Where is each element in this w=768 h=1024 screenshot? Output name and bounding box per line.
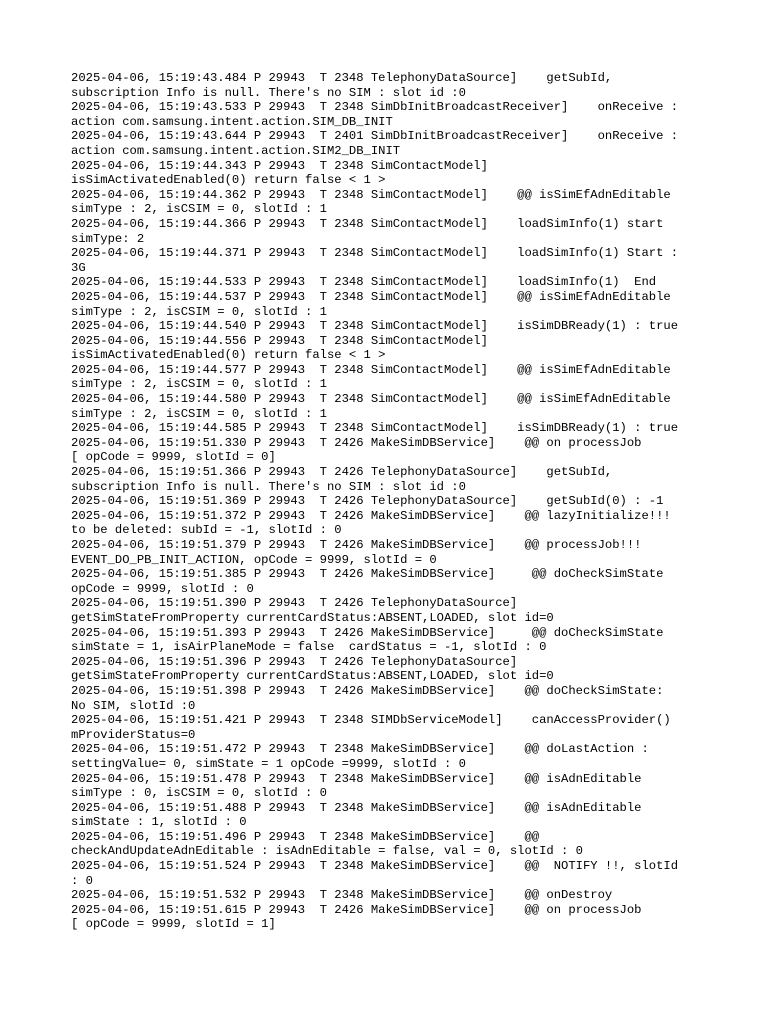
- log-line: simType : 2, isCSIM = 0, slotId : 1: [71, 377, 327, 392]
- log-line: simState : 1, slotId : 0: [71, 815, 247, 830]
- log-line: [ opCode = 9999, slotId = 0]: [71, 450, 276, 465]
- log-line: [ opCode = 9999, slotId = 1]: [71, 917, 276, 932]
- log-line: 2025-04-06, 15:19:51.393 P 29943 T 2426 MakeSimDBService] @@ doCheckSimState: [71, 625, 664, 640]
- log-line: action com.samsung.intent.action.SIM2_DB_INIT: [71, 143, 401, 158]
- log-line: simType: 2: [71, 231, 145, 246]
- log-line: 2025-04-06, 15:19:44.366 P 29943 T 2348 SimContactModel] loadSimInfo(1) start: [71, 216, 664, 231]
- log-line: 2025-04-06, 15:19:51.472 P 29943 T 2348 MakeSimDBService] @@ doLastAction :: [71, 742, 649, 757]
- log-line: simType : 0, isCSIM = 0, slotId : 0: [71, 786, 327, 801]
- log-line: 2025-04-06, 15:19:51.615 P 29943 T 2426 MakeSimDBService] @@ on processJob: [71, 902, 642, 917]
- log-line: 2025-04-06, 15:19:43.533 P 29943 T 2348 SimDbInitBroadcastReceiver] onReceive :: [71, 100, 679, 115]
- log-line: to be deleted: subId = -1, slotId : 0: [71, 523, 342, 538]
- log-line: 2025-04-06, 15:19:44.371 P 29943 T 2348 SimContactModel] loadSimInfo(1) Start :: [71, 246, 679, 261]
- log-line: 2025-04-06, 15:19:44.556 P 29943 T 2348 SimContactModel]: [71, 333, 488, 348]
- log-line: mProviderStatus=0: [71, 727, 196, 742]
- log-line: No SIM, slotId :0: [71, 698, 196, 713]
- log-line: 2025-04-06, 15:19:51.390 P 29943 T 2426 TelephonyDataSource]: [71, 596, 518, 611]
- log-line: 2025-04-06, 15:19:51.385 P 29943 T 2426 MakeSimDBService] @@ doCheckSimState: [71, 567, 664, 582]
- log-line: subscription Info is null. There's no SIM : slot id :0: [71, 479, 466, 494]
- log-line: simState = 1, isAirPlaneMode = false cardStatus = -1, slotId : 0: [71, 640, 547, 655]
- log-line: simType : 2, isCSIM = 0, slotId : 1: [71, 202, 327, 217]
- log-line: 2025-04-06, 15:19:51.524 P 29943 T 2348 MakeSimDBService] @@ NOTIFY !!, slotId: [71, 859, 679, 874]
- log-line: 2025-04-06, 15:19:51.496 P 29943 T 2348 MakeSimDBService] @@: [71, 829, 540, 844]
- log-line: 2025-04-06, 15:19:51.488 P 29943 T 2348 MakeSimDBService] @@ isAdnEditable: [71, 800, 642, 815]
- log-line: 2025-04-06, 15:19:44.585 P 29943 T 2348 SimContactModel] isSimDBReady(1) : true: [71, 421, 679, 436]
- log-line: 2025-04-06, 15:19:51.396 P 29943 T 2426 TelephonyDataSource]: [71, 654, 518, 669]
- log-line: 2025-04-06, 15:19:44.577 P 29943 T 2348 SimContactModel] @@ isSimEfAdnEditable: [71, 362, 671, 377]
- log-line: 3G: [71, 260, 86, 275]
- log-line: opCode = 9999, slotId : 0: [71, 581, 254, 596]
- log-line: 2025-04-06, 15:19:51.532 P 29943 T 2348 MakeSimDBService] @@ onDestroy: [71, 888, 613, 903]
- log-line: 2025-04-06, 15:19:51.379 P 29943 T 2426 MakeSimDBService] @@ processJob!!!: [71, 538, 642, 552]
- log-line: checkAndUpdateAdnEditable : isAdnEditable = false, val = 0, slotId : 0: [71, 844, 583, 859]
- log-line: EVENT_DO_PB_INIT_ACTION, opCode = 9999, slotId = 0: [71, 552, 437, 567]
- log-line: 2025-04-06, 15:19:44.540 P 29943 T 2348 SimContactModel] isSimDBReady(1) : true: [71, 319, 679, 334]
- log-line: 2025-04-06, 15:19:44.580 P 29943 T 2348 SimContactModel] @@ isSimEfAdnEditable: [71, 392, 671, 407]
- log-line: 2025-04-06, 15:19:44.343 P 29943 T 2348 SimContactModel]: [71, 158, 488, 173]
- log-document: [71, 71, 711, 932]
- log-line: 2025-04-06, 15:19:51.369 P 29943 T 2426 TelephonyDataSource] getSubId(0) : -1: [71, 494, 664, 509]
- log-line: 2025-04-06, 15:19:43.644 P 29943 T 2401 SimDbInitBroadcastReceiver] onReceive :: [71, 129, 679, 144]
- log-line: isSimActivatedEnabled(0) return false < 1 >: [71, 348, 386, 363]
- log-line: settingValue= 0, simState = 1 opCode =9999, slotId : 0: [71, 756, 466, 771]
- log-line: 2025-04-06, 15:19:51.398 P 29943 T 2426 MakeSimDBService] @@ doCheckSimState:: [71, 683, 664, 698]
- log-line: simType : 2, isCSIM = 0, slotId : 1: [71, 406, 327, 421]
- log-line: 2025-04-06, 15:19:51.478 P 29943 T 2348 MakeSimDBService] @@ isAdnEditable: [71, 771, 642, 786]
- log-line: action com.samsung.intent.action.SIM_DB_INIT: [71, 114, 393, 129]
- log-line: simType : 2, isCSIM = 0, slotId : 1: [71, 304, 327, 319]
- log-line: isSimActivatedEnabled(0) return false < 1 >: [71, 173, 386, 188]
- log-line: 2025-04-06, 15:19:51.366 P 29943 T 2426 TelephonyDataSource] getSubId,: [71, 465, 613, 480]
- log-line: 2025-04-06, 15:19:43.484 P 29943 T 2348 TelephonyDataSource] getSubId,: [71, 71, 613, 85]
- log-line: subscription Info is null. There's no SIM : slot id :0: [71, 85, 466, 100]
- log-line: 2025-04-06, 15:19:51.372 P 29943 T 2426 MakeSimDBService] @@ lazyInitialize!!!: [71, 508, 671, 523]
- log-line: getSimStateFromProperty currentCardStatus:ABSENT,LOADED, slot id=0: [71, 610, 554, 625]
- log-line: 2025-04-06, 15:19:51.421 P 29943 T 2348 SIMDbServiceModel] canAccessProvider(): [71, 713, 671, 728]
- log-line: : 0: [71, 873, 93, 888]
- log-line: 2025-04-06, 15:19:44.362 P 29943 T 2348 SimContactModel] @@ isSimEfAdnEditable: [71, 187, 671, 202]
- log-line: 2025-04-06, 15:19:44.537 P 29943 T 2348 SimContactModel] @@ isSimEfAdnEditable: [71, 289, 671, 304]
- log-line: 2025-04-06, 15:19:44.533 P 29943 T 2348 SimContactModel] loadSimInfo(1) End: [71, 275, 657, 290]
- log-line: getSimStateFromProperty currentCardStatus:ABSENT,LOADED, slot id=0: [71, 669, 554, 684]
- log-line: 2025-04-06, 15:19:51.330 P 29943 T 2426 MakeSimDBService] @@ on processJob: [71, 435, 642, 450]
